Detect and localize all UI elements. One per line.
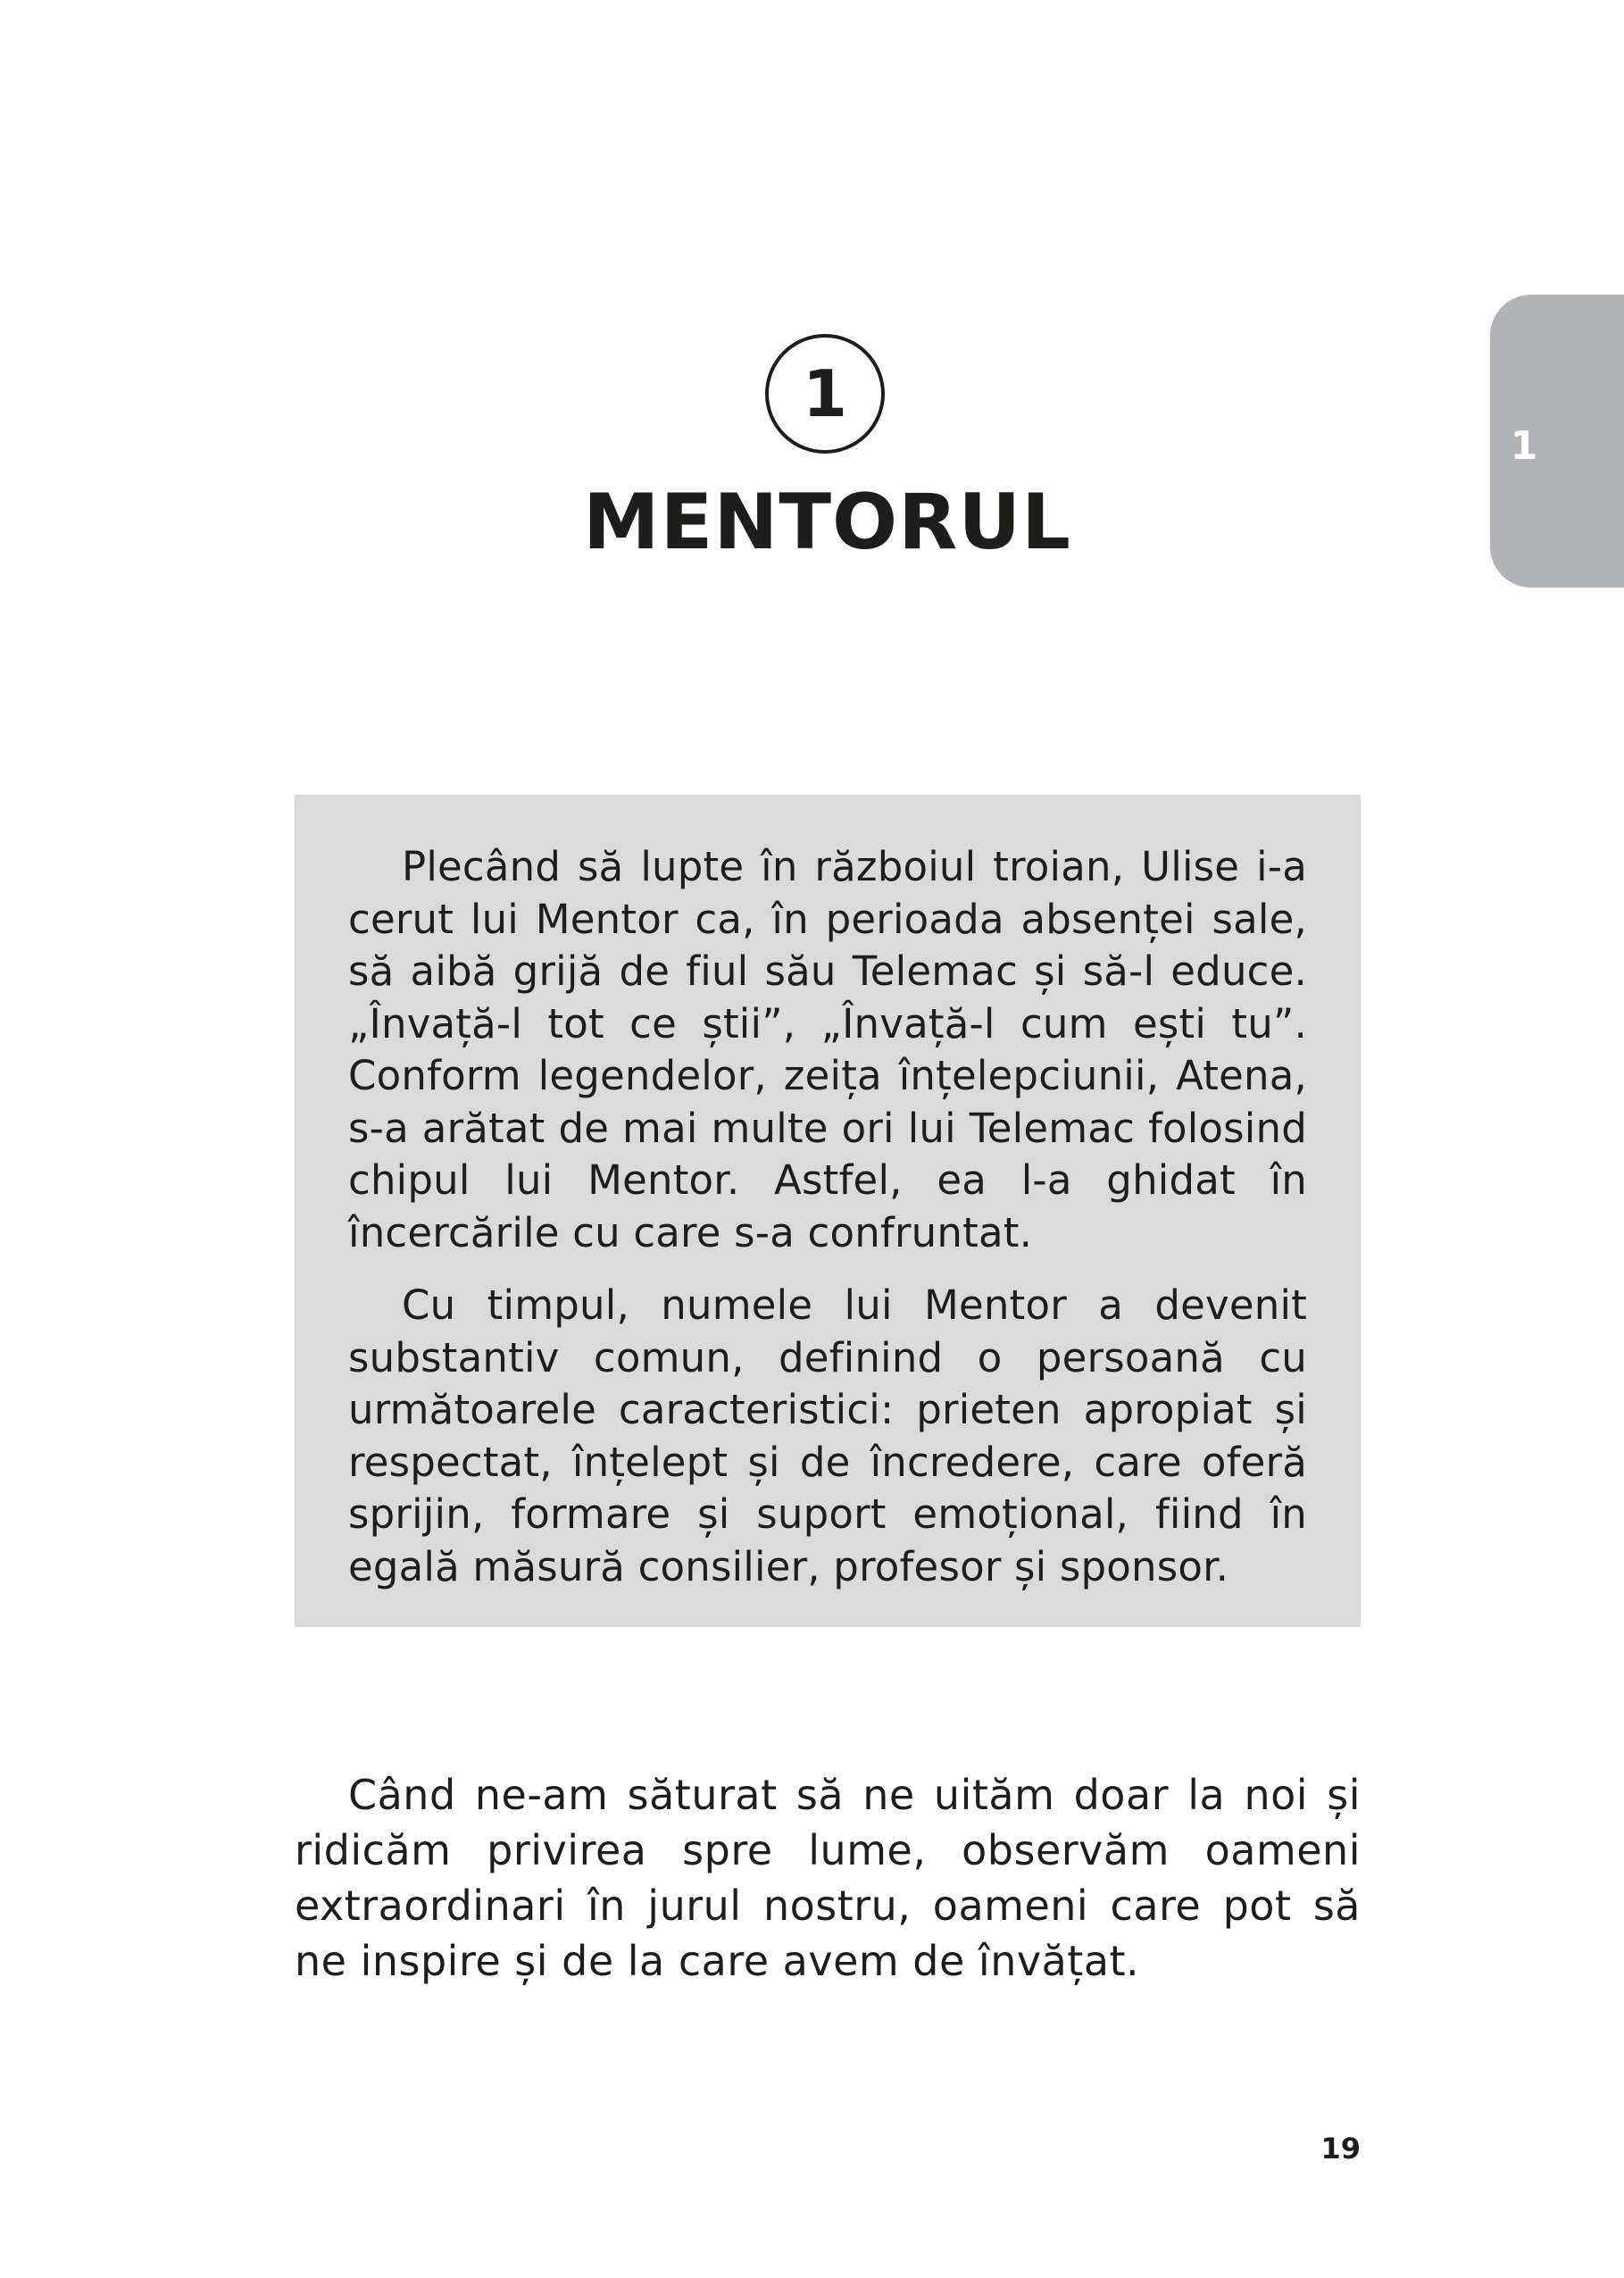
chapter-title: MENTORUL <box>583 478 1071 567</box>
quote-paragraph: Plecând să lupte în războiul troian, Ulise i-a cerut lui Mentor ca, în perioada absenței sale, să aibă grijă de fiul său Telemac și să-l educe. „Învață-l tot ce știi”, „Învață-l cum ești tu”. Conform legendelor, zeița înțelepciunii, Atena, s-a arătat de mai multe ori lui Telemac folosind chipul lui Mentor. Astfel, ea l-a ghidat în încercările cu care s-a confruntat. <box>348 843 1307 1256</box>
page-number: 19 <box>1320 2132 1361 2165</box>
chapter-tab-label: 1 <box>1510 423 1538 469</box>
quote-box <box>295 795 1361 1627</box>
body-paragraph: Când ne-am săturat să ne uităm doar la noi și ridicăm privirea spre lume, observăm oameni extraordinari în jurul nostru, oameni care pot să ne inspire și de la care avem de învățat. <box>295 1771 1361 1985</box>
quote-paragraph: Cu timpul, numele lui Mentor a devenit substantiv comun, definind o persoană cu următoarele caracteristici: prieten apropiat și respectat, înțelept și de încredere, care oferă sprijin, formare și suport emoțional, fiind în egală măsură consilier, profesor și sponsor. <box>348 1281 1307 1590</box>
chapter-number-badge: 1 <box>765 334 885 454</box>
